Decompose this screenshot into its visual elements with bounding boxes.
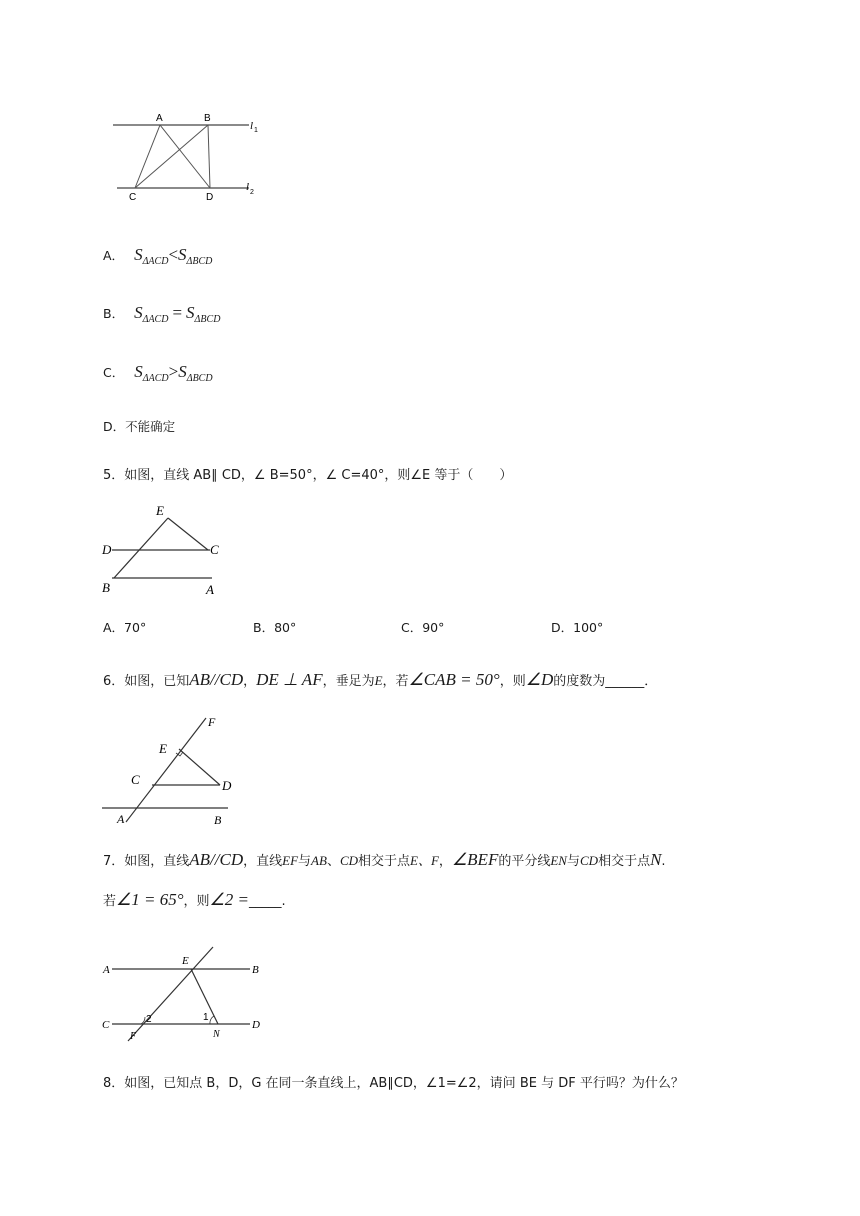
label-B: B	[214, 813, 222, 827]
option-d: D．不能确定	[103, 419, 176, 434]
label-l1-sub: 1	[254, 127, 258, 134]
label-l2-sub: 2	[250, 189, 254, 196]
question-8: 8．如图，已知点 B，D，G 在同一条直线上，AB∥CD，∠1=∠2，请问 BE 与 DF 平行吗？为什么？	[103, 1076, 684, 1091]
figure-parallel-triangles	[105, 108, 265, 208]
label-D: D	[252, 1019, 260, 1031]
label-E: E	[156, 503, 164, 518]
question-5: 5．如图，直线 AB∥ CD，∠ B=50°，∠ C=40°，则∠E 等于（ ）	[103, 468, 513, 483]
label-E: E	[182, 955, 189, 967]
label-A: A	[103, 964, 110, 976]
label-C: C	[131, 772, 140, 787]
label-angle-1: 1	[203, 1012, 209, 1023]
label-D: D	[206, 192, 214, 203]
label-B: B	[102, 580, 110, 595]
label-C: C	[102, 1019, 110, 1031]
q5-option-c: C．90°	[401, 620, 445, 635]
label-B: B	[204, 113, 211, 124]
q5-option-d: D．100°	[551, 620, 604, 635]
label-D: D	[102, 542, 112, 557]
figure-q7	[100, 945, 270, 1045]
figure-q5	[100, 500, 230, 600]
q5-option-b: B．80°	[253, 620, 297, 635]
label-B: B	[252, 964, 259, 976]
question-7-line2: 若∠1 = 65°，则∠2 =_____.	[103, 890, 286, 909]
option-c: C． $S_{\Delta ACD}>S_{\Delta BCD}$	[103, 362, 213, 384]
label-A: A	[117, 812, 125, 826]
label-C: C	[210, 542, 219, 557]
label-A: A	[156, 113, 163, 124]
option-b: B． $S_{\Delta ACD} = S_{\Delta BCD}$	[103, 303, 221, 325]
label-F: F	[208, 715, 216, 729]
label-E: E	[159, 741, 167, 756]
label-A: A	[206, 582, 214, 597]
label-D: D	[222, 778, 232, 793]
label-F: F	[130, 1031, 137, 1042]
label-C: C	[129, 192, 137, 203]
label-l1: l	[250, 120, 254, 132]
figure-q6	[100, 712, 240, 830]
label-angle-2: 2	[146, 1014, 152, 1025]
option-a: A． $S_{\Delta ACD}<S_{\Delta BCD}$	[103, 245, 213, 267]
label-N: N	[213, 1029, 220, 1040]
q5-option-a: A．70°	[103, 620, 147, 635]
question-7-line1: 7．如图，直线AB//CD，直线EF与AB、CD相交于点E、F，∠BEF的平分线EN与CD相交于点N.	[103, 850, 666, 869]
label-l2: l	[246, 181, 250, 193]
question-6: 6．如图，已知AB//CD，DE ⊥ AF，垂足为E，若∠CAB = 50°，则∠D的度数为______．	[103, 670, 658, 689]
